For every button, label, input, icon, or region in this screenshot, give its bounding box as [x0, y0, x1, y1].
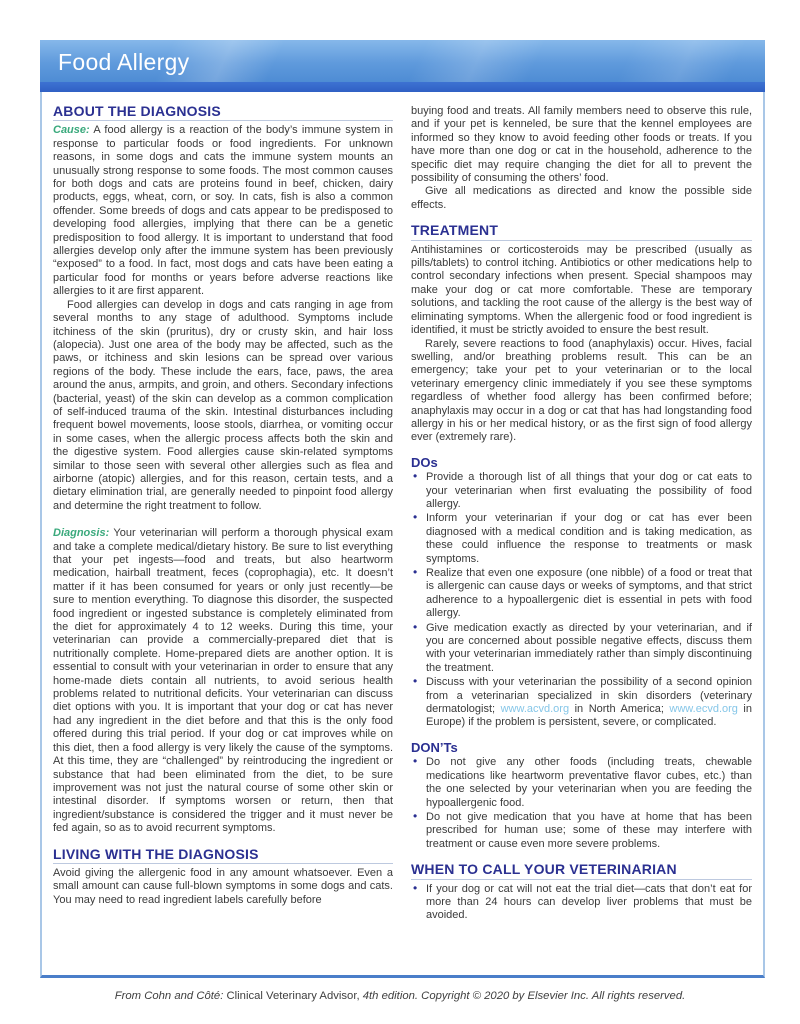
donts-item: • Do not give any other foods (including treats, chewable medications like heartworm preventative flavor cubes, etc.) than the one selected by your veterinarian when you are feeding the hypoallergenic food. — [411, 756, 752, 810]
treatment-paragraph-1: Antihistamines or corticosteroids may be prescribed (usually as pills/tablets) to control itching. Antibiotics or other medications help to control secondary infections when present. Special shampoos may make your dog or cat more comfortable. These are temporary solutions, and tackling the root cause of the allergy is the best way of eliminating symptoms. When the allergenic food or food ingredient is identified, it must be strictly avoided to ensure the best result. — [411, 243, 752, 337]
acvd-link[interactable]: www.acvd.org — [500, 703, 570, 716]
cause-text: A food allergy is a reaction of the body’s immune system in response to particular foods or food ingredients. For unknown reasons, in some dogs and cats the immune system mounts an unusually strong response to some foods. The most common causes for both dogs and cats are proteins found in beef, chicken, dairy products, eggs, wheat, corn, or soy. In cats, fish is also a common offender. Some breeds of dogs and cats appear to be predisposed to developing food allergies, implying that there can be a genetic predisposition to food allergy. It is important to understand that food allergies develop only after the immune system has been previously “exposed” to a food. In fact, most dogs and cats have been eating a particular food for months or years before adverse reactions like allergies to it are first apparent. — [53, 124, 393, 298]
living-paragraph-left: Avoid giving the allergenic food in any amount whatsoever. Even a small amount can cause full-blown symptoms in some dogs and cats. You may need to read ingredient labels carefully before — [53, 866, 393, 906]
left-column — [53, 105, 393, 975]
footer-source: From Cohn and Côté: — [114, 990, 227, 1002]
when-to-call-list — [411, 883, 752, 923]
dos-item: • Provide a thorough list of all things that your dog or cat eats to your veterinarian when first evaluating the possibility of food allergy. — [411, 471, 752, 511]
when-to-call-item: • If your dog or cat will not eat the trial diet—cats that don’t eat for more than 24 hours can develop liver problems that must be avoided. — [411, 883, 752, 923]
diagnosis-label: Diagnosis: — [53, 527, 110, 540]
cause-paragraph — [53, 124, 393, 298]
section-heading-when-to-call-your-veterinarian: WHEN TO CALL YOUR VETERINARIAN — [411, 863, 752, 879]
page-banner — [40, 40, 765, 92]
footer-copyright: 4th edition. Copyright © 2020 by Elsevier Inc. All rights reserved. — [362, 990, 686, 1002]
section-heading-about-the-diagnosis: ABOUT THE DIAGNOSIS — [53, 105, 393, 121]
ecvd-link[interactable]: www.ecvd.org — [669, 703, 738, 716]
banner-gradient — [40, 40, 765, 82]
footer-credit — [0, 990, 800, 1002]
symptoms-paragraph: Food allergies can develop in dogs and cats ranging in age from several months to any stage of adulthood. Symptoms include itchiness of the skin (pruritus), dry or crusty skin, and hair loss (alopecia). Just one area of the body may be affected, such as the paws, or itchiness and skin lesions can be spread over various regions of the body. These include the ears, face, paws, the area around the anus, armpits, and groin, and others. Secondary infections (bacterial, yeast) of the skin can develop as a common complication of self-induced trauma of the skin. Intestinal disturbances including frequent bowel movements, loose stools, diarrhea, or vomiting occur in some cases, when the allergic process affects both the skin and the digestive system. Food allergies cause skin-related symptoms similar to those seen with several other allergies such as flea and airborne (atopic) allergies, and for this reason, certain tests, and a dietary elimination trial, are generally needed to pinpoint food allergy and determine the right treatment to follow. — [53, 298, 393, 512]
diagnosis-paragraph — [53, 527, 393, 835]
section-heading-living-with-the-diagnosis: LIVING WITH THE DIAGNOSIS — [53, 848, 393, 864]
donts-item: • Do not give medication that you have at home that has been prescribed for human use; some of these may interfere with treatment or cause even more severe problems. — [411, 811, 752, 851]
right-column — [411, 105, 752, 975]
banner-stripe — [40, 82, 765, 92]
dos-item: • Give medication exactly as directed by your veterinarian, and if you are concerned about possible negative effects, discuss them with your veterinarian immediately rather than simply discontinuing the treatment. — [411, 622, 752, 676]
dos-list — [411, 471, 752, 730]
dos-second-opinion-text: in North America; — [569, 703, 670, 716]
donts-list — [411, 756, 752, 851]
dos-item: • Inform your veterinarian if your dog or cat has ever been diagnosed with a medical condition and is taking medication, as these could influence the response to treatments or mask symptoms. — [411, 512, 752, 566]
living-paragraph-continued: buying food and treats. All family members need to observe this rule, and if your pet is kenneled, be sure that the kennel employees are informed so they know to avoid feeding other foods or treats. If you have more than one dog or cat in the household, adherence to the specific diet may require changing the diet for all to prevent the possibility of consuming the others’ food. — [411, 105, 752, 185]
section-heading-treatment: TREATMENT — [411, 224, 752, 240]
dos-second-opinion-text: Discuss with your veterinarian the possibility of a second opinion from a veterinarian specialized in skin disorders (veterinary dermatologist; — [426, 676, 752, 716]
content-area — [40, 92, 765, 978]
medications-note-paragraph: Give all medications as directed and know the possible side effects. — [411, 185, 752, 211]
dos-item: • Realize that even one exposure (one nibble) of a food or treat that is allergenic can cause days or weeks of symptoms, and that strict adherence to a hypoallergenic diet is essential in pets with food allergy. — [411, 567, 752, 621]
treatment-paragraph-2: Rarely, severe reactions to food (anaphylaxis) occur. Hives, facial swelling, and/or breathing problems result. This can be an emergency; take your pet to your veterinarian or to the local veterinary emergency clinic immediately if you see these symptoms regardless of whether food allergy has been confirmed before; anaphylaxis may occur in a dog or cat that has had longstanding food allergy in his or her medical history, or as the first sign of food allergy ever (extremely rare). — [411, 337, 752, 444]
dos-second-opinion-text: in Europe) if the problem is persistent, severe, or complicated. — [426, 703, 752, 729]
section-heading-dos: DOs — [411, 454, 438, 470]
dos-item-second-opinion — [411, 676, 752, 730]
section-heading-donts: DON’Ts — [411, 739, 458, 755]
diagnosis-text: Your veterinarian will perform a thorough physical exam and take a complete medical/dietary history. Be sure to list everything that your pet ingests—food and treats, but also heartworm medication, hairball treatment, feces (coprophagia), etc. It doesn’t matter if it has been consumed for years or only just recently—be sure to mention everything. To diagnose this disorder, the suspected food ingredient or ingested substance is completely eliminated from the diet for approximately 4 to 12 weeks. During this time, your veterinarian can provide a commercially-prepared diet that is nutritionally complete. Home-prepared diets are another option. It is essential to consult with your veterinarian in order to ensure that any home-made diets contain all nutrients, to avoid serious health problems related to nutritional deficits. Your veterinarian can discuss diet options with you. It is important that your dog or cat has never had any ingredient in the diet before and that this is the only food offered during this trial period. If your dog or cat improves while on this diet, then a food allergy is very likely the cause of the symptoms. At this time, they are “challenged” by reintroducing the ingredient or substance that had been eliminated from the diet, to be sure improvement was not just the natural course of some other skin or intestinal disorder. If symptoms worsen or return, then that ingredient/substance is considered the trigger and it must never be fed again, so as to avoid recurrent symptoms. — [53, 527, 394, 835]
cause-label: Cause: — [53, 124, 90, 137]
footer-book-title: Clinical Veterinary Advisor, — [226, 990, 363, 1002]
page-title: Food Allergy — [58, 49, 190, 75]
